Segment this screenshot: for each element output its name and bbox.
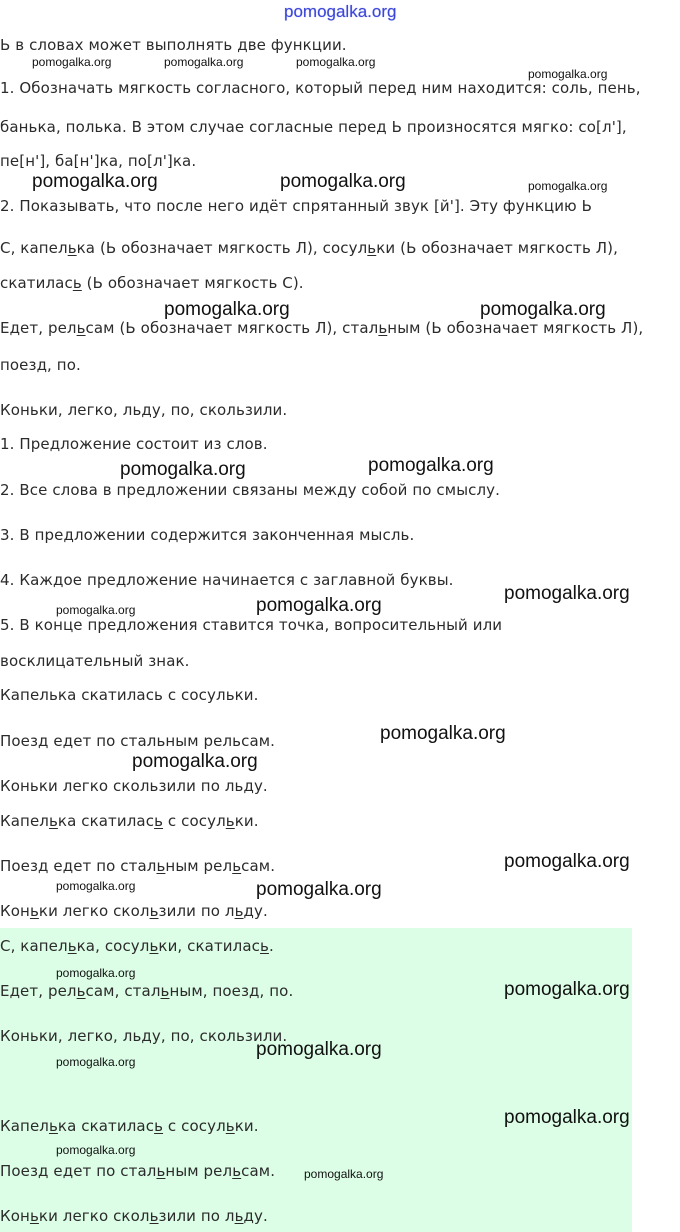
- underlined-soft-sign: ь: [160, 982, 170, 1000]
- text-segment: (Ь обозначает мягкость С).: [81, 274, 304, 292]
- underlined-soft-sign: ь: [48, 812, 58, 830]
- watermark: pomogalka.org: [256, 595, 382, 616]
- text-line: [0, 776, 268, 796]
- underlined-soft-sign: ь: [67, 239, 77, 257]
- underlined-soft-sign: ь: [156, 857, 166, 875]
- consonant-letter: л: [368, 319, 379, 337]
- text-segment: пе[н'], ба[н']ка, по[л']ка.: [0, 152, 197, 170]
- text-segment: с сосу: [163, 1117, 217, 1135]
- text-segment: ка, сосу: [76, 937, 140, 955]
- underlined-soft-sign: ь: [232, 1162, 242, 1180]
- text-segment: ду.: [243, 1207, 268, 1225]
- consonant-letter: л: [357, 239, 368, 257]
- consonant-letter: с: [64, 274, 73, 292]
- underlined-soft-sign: ь: [378, 319, 388, 337]
- consonant-letter: л: [146, 857, 157, 875]
- text-line: [0, 615, 502, 635]
- consonant-letter: л: [224, 902, 235, 920]
- watermark: pomogalka.org: [480, 299, 606, 320]
- underlined-soft-sign: ь: [234, 1207, 244, 1225]
- header-watermark: pomogalka.org: [284, 2, 397, 21]
- consonant-letter: л: [66, 982, 77, 1000]
- watermark: pomogalka.org: [56, 603, 136, 617]
- watermark: pomogalka.org: [296, 55, 376, 69]
- consonant-letter: л: [224, 1207, 235, 1225]
- text-segment: ным ре: [165, 857, 223, 875]
- text-line: [0, 480, 500, 500]
- underlined-soft-sign: ь: [149, 937, 159, 955]
- text-line: [0, 35, 347, 55]
- text-segment: зили по: [158, 1207, 225, 1225]
- text-line: [0, 685, 259, 705]
- text-line: [0, 901, 268, 921]
- text-line: [0, 1206, 268, 1226]
- underlined-soft-sign: ь: [156, 1162, 166, 1180]
- underlined-soft-sign: ь: [29, 1207, 39, 1225]
- text-segment: 2. Все слова в предложении связаны между собой по смыслу.: [0, 481, 501, 499]
- watermark: pomogalka.org: [132, 751, 258, 772]
- consonant-letter: л: [58, 937, 68, 955]
- underlined-soft-sign: ь: [367, 239, 377, 257]
- text-line: [0, 1161, 275, 1181]
- watermark: pomogalka.org: [380, 723, 506, 744]
- consonant-letter: л: [222, 857, 233, 875]
- text-line: [0, 811, 259, 831]
- consonant-letter: л: [139, 902, 150, 920]
- text-segment: С, капе: [0, 239, 58, 257]
- text-segment: восклицательный знак.: [0, 652, 190, 670]
- consonant-letter: с: [145, 812, 155, 830]
- text-segment: поезд, по.: [0, 356, 81, 374]
- consonant-letter: н: [20, 1207, 30, 1225]
- consonant-letter: л: [146, 1162, 157, 1180]
- text-segment: 1. Предложение состоит из слов.: [0, 435, 268, 453]
- text-segment: Ко: [0, 1207, 21, 1225]
- consonant-letter: л: [139, 1207, 150, 1225]
- consonant-letter: с: [251, 937, 260, 955]
- text-segment: ки.: [234, 1117, 259, 1135]
- watermark: pomogalka.org: [56, 966, 136, 980]
- consonant-letter: с: [145, 1117, 155, 1135]
- watermark: pomogalka.org: [304, 1167, 384, 1181]
- text-segment: 3. В предложении содержится законченная мысль.: [0, 526, 415, 544]
- watermark: pomogalka.org: [120, 459, 246, 480]
- text-segment: Капелька скатилась с сосульки.: [0, 686, 259, 704]
- underlined-soft-sign: ь: [149, 1207, 159, 1225]
- text-line: [0, 355, 81, 375]
- text-segment: ка скатила: [57, 1117, 146, 1135]
- underlined-soft-sign: ь: [76, 319, 86, 337]
- text-line: [0, 1116, 259, 1136]
- watermark: pomogalka.org: [280, 171, 406, 192]
- watermark: pomogalka.org: [528, 67, 608, 81]
- watermark: pomogalka.org: [256, 879, 382, 900]
- text-line: [0, 856, 275, 876]
- underlined-soft-sign: ь: [234, 902, 244, 920]
- consonant-letter: л: [39, 1117, 49, 1135]
- text-segment: сам.: [241, 1162, 276, 1180]
- consonant-letter: л: [216, 812, 226, 830]
- text-segment: Капе: [0, 1117, 40, 1135]
- text-segment: Коньки, легко, льду, по, скользили.: [0, 1027, 288, 1045]
- text-line: [0, 936, 274, 956]
- consonant-letter: л: [66, 319, 77, 337]
- text-segment: 5. В конце предложения ставится точка, вопросительный или: [0, 616, 503, 634]
- consonant-letter: л: [216, 1117, 226, 1135]
- underlined-soft-sign: ь: [29, 902, 39, 920]
- text-segment: Едет, ре: [0, 319, 67, 337]
- watermark: pomogalka.org: [504, 979, 630, 1000]
- text-line: [0, 78, 641, 98]
- text-line: [0, 570, 454, 590]
- text-line: [0, 1026, 287, 1046]
- text-line: [0, 400, 287, 420]
- text-segment: Коньки легко скользили по льду.: [0, 777, 268, 795]
- text-segment: С, капе: [0, 937, 58, 955]
- text-segment: ным, поезд, по.: [169, 982, 294, 1000]
- watermark: pomogalka.org: [528, 179, 608, 193]
- consonant-letter: л: [150, 982, 161, 1000]
- text-line: [0, 651, 190, 671]
- underlined-soft-sign: ь: [154, 812, 164, 830]
- text-segment: Едет, ре: [0, 982, 67, 1000]
- watermark: pomogalka.org: [56, 879, 136, 893]
- consonant-letter: л: [222, 1162, 233, 1180]
- text-line: [0, 731, 275, 751]
- text-segment: ным ре: [165, 1162, 223, 1180]
- watermark: pomogalka.org: [56, 1055, 136, 1069]
- watermark: pomogalka.org: [56, 1143, 136, 1157]
- text-segment: ки, скатила: [158, 937, 252, 955]
- text-segment: ка скатила: [57, 812, 146, 830]
- text-segment: ду.: [243, 902, 268, 920]
- text-line: [0, 196, 592, 216]
- watermark: pomogalka.org: [504, 1107, 630, 1128]
- watermark: pomogalka.org: [256, 1039, 382, 1060]
- text-line: [0, 981, 293, 1001]
- text-segment: Капе: [0, 812, 40, 830]
- text-segment: с сосу: [163, 812, 217, 830]
- underlined-soft-sign: ь: [260, 937, 269, 955]
- text-segment: ки легко ско: [38, 1207, 140, 1225]
- text-segment: скатила: [0, 274, 65, 292]
- text-segment: Ь в словах может выполнять две функции.: [0, 36, 347, 54]
- text-segment: ки (Ь обозначает мягкость Л),: [376, 239, 618, 257]
- watermark: pomogalka.org: [504, 583, 630, 604]
- underlined-soft-sign: ь: [225, 1117, 235, 1135]
- text-segment: ным (Ь обозначает мягкость Л),: [387, 319, 644, 337]
- text-line: [0, 117, 627, 137]
- text-segment: зили по: [158, 902, 225, 920]
- text-segment: сам.: [241, 857, 276, 875]
- text-line: [0, 273, 304, 293]
- watermark: pomogalka.org: [504, 851, 630, 872]
- underlined-soft-sign: ь: [149, 902, 159, 920]
- underlined-soft-sign: ь: [232, 857, 242, 875]
- underlined-soft-sign: ь: [72, 274, 82, 292]
- watermark: pomogalka.org: [32, 171, 158, 192]
- text-segment: 4. Каждое предложение начинается с заглавной буквы.: [0, 571, 454, 589]
- text-segment: сам, ста: [85, 982, 151, 1000]
- underlined-soft-sign: ь: [154, 1117, 164, 1135]
- watermark: pomogalka.org: [164, 55, 244, 69]
- underlined-soft-sign: ь: [67, 937, 77, 955]
- text-line: [0, 525, 414, 545]
- text-segment: Поезд едет по ста: [0, 1162, 147, 1180]
- text-segment: ка (Ь обозначает мягкость Л), сосу: [76, 239, 358, 257]
- consonant-letter: л: [139, 937, 150, 955]
- watermark: pomogalka.org: [164, 299, 290, 320]
- text-segment: Поезд едет по ста: [0, 857, 147, 875]
- text-segment: сам (Ь обозначает мягкость Л), ста: [85, 319, 369, 337]
- text-segment: банька, полька. В этом случае согласные перед Ь произносятся мягко: со[л'],: [0, 118, 627, 136]
- text-line: [0, 434, 268, 454]
- text-segment: Поезд едет по стальным рельсам.: [0, 732, 276, 750]
- consonant-letter: л: [58, 239, 68, 257]
- consonant-letter: н: [20, 902, 30, 920]
- text-segment: Коньки, легко, льду, по, скользили.: [0, 401, 288, 419]
- underlined-soft-sign: ь: [225, 812, 235, 830]
- text-segment: ки легко ско: [38, 902, 140, 920]
- underlined-soft-sign: ь: [76, 982, 86, 1000]
- text-line: [0, 238, 618, 258]
- text-line: [0, 318, 643, 338]
- underlined-soft-sign: ь: [48, 1117, 58, 1135]
- text-segment: 1. Обозначать мягкость согласного, который перед ним находится: соль, пень,: [0, 79, 641, 97]
- text-segment: ки.: [234, 812, 259, 830]
- text-segment: 2. Показывать, что после него идёт спрятанный звук [й']. Эту функцию Ь: [0, 197, 593, 215]
- watermark: pomogalka.org: [32, 55, 112, 69]
- text-segment: .: [268, 937, 274, 955]
- text-line: [0, 151, 196, 171]
- consonant-letter: л: [39, 812, 49, 830]
- text-segment: Ко: [0, 902, 21, 920]
- watermark: pomogalka.org: [368, 455, 494, 476]
